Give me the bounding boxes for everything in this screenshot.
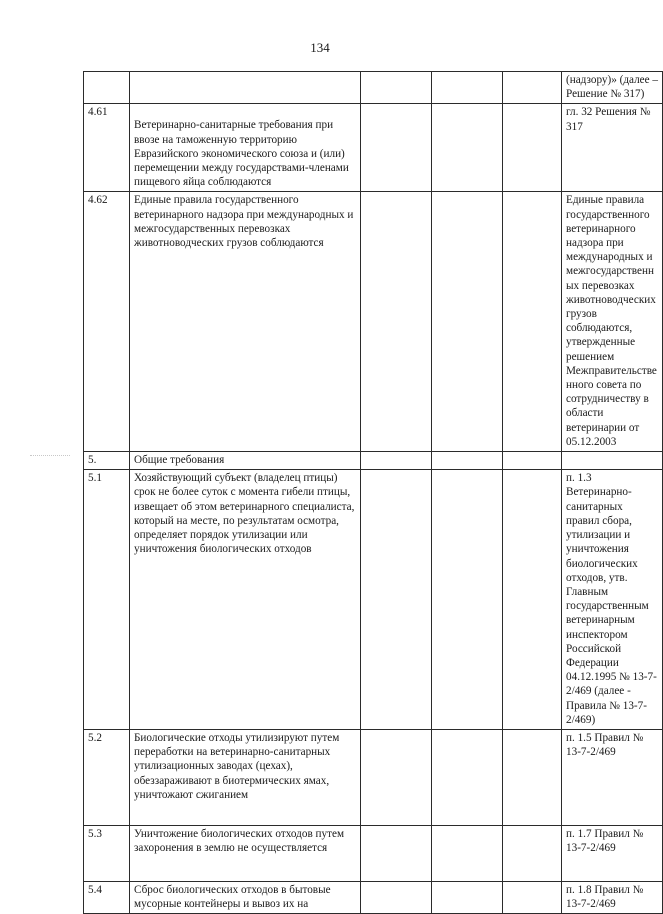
empty-cell xyxy=(361,192,432,452)
empty-cell xyxy=(503,104,562,192)
section-number: 5. xyxy=(84,452,130,470)
empty-cell xyxy=(361,825,432,881)
empty-cell xyxy=(432,881,503,913)
table-row xyxy=(84,104,663,192)
margin-artifact xyxy=(30,455,70,458)
requirement-text: Хозяйствующий субъект (владелец птицы) срок не более суток с момента гибели птицы, извещает об этом ветеринарного специалиста, который на месте, по результатам осмотра, определяет порядок утилизации или уничтожения биологических отходов xyxy=(130,470,361,730)
empty-cell xyxy=(432,72,503,104)
requirement-text: Единые правила государственного ветеринарного надзора при международных и межгосударственных перевозках животноводческих грузов соблюдаются xyxy=(130,192,361,452)
empty-cell xyxy=(503,192,562,452)
legal-reference: п. 1.5 Правил № 13-7-2/469 xyxy=(562,729,663,825)
empty-cell xyxy=(361,729,432,825)
table-row xyxy=(84,192,663,452)
empty-cell xyxy=(503,825,562,881)
legal-reference xyxy=(562,452,663,470)
row-number: 4.62 xyxy=(84,192,130,452)
table-row xyxy=(84,825,663,881)
empty-cell xyxy=(503,452,562,470)
empty-cell xyxy=(432,470,503,730)
empty-cell xyxy=(503,881,562,913)
row-number: 5.3 xyxy=(84,825,130,881)
empty-cell xyxy=(503,729,562,825)
empty-cell xyxy=(432,452,503,470)
empty-cell xyxy=(432,192,503,452)
table-row xyxy=(84,881,663,913)
row-number: 4.61 xyxy=(84,104,130,192)
requirements-table xyxy=(83,71,663,914)
legal-reference: гл. 32 Решения № 317 xyxy=(562,104,663,192)
requirement-text: Биологические отходы утилизируют путем переработки на ветеринарно-санитарных утилизационных заводах (цехах), обеззараживают в биотермических ямах, уничтожают сжиганием xyxy=(130,729,361,825)
requirement-text: Уничтожение биологических отходов путем захоронения в землю не осуществляется xyxy=(130,825,361,881)
table-row xyxy=(84,470,663,730)
row-number: 5.4 xyxy=(84,881,130,913)
table-row xyxy=(84,72,663,104)
empty-cell xyxy=(432,825,503,881)
legal-reference: п. 1.8 Правил № 13-7-2/469 xyxy=(562,881,663,913)
legal-reference: Единые правила государственного ветеринарного надзора при международных и межгосударственных перевозках животноводческих грузов соблюдаются, утвержденные решением Межправительственного совета по сотрудничеству в области ветеринарии от 05.12.2003 xyxy=(562,192,663,452)
empty-cell xyxy=(361,452,432,470)
empty-cell xyxy=(361,72,432,104)
table-row xyxy=(84,452,663,470)
requirements-table-body xyxy=(84,72,663,914)
legal-reference: п. 1.3 Ветеринарно-санитарных правил сбора, утилизации и уничтожения биологических отходов, утв. Главным государственным ветеринарным инспектором Российской Федерации 04.12.1995 № 13-7-2/469 (далее - Правила № 13-7-2/469) xyxy=(562,470,663,730)
row-number: 5.2 xyxy=(84,729,130,825)
table-row xyxy=(84,729,663,825)
row-number: 5.1 xyxy=(84,470,130,730)
empty-cell xyxy=(361,470,432,730)
empty-cell xyxy=(432,729,503,825)
empty-cell xyxy=(503,72,562,104)
empty-cell xyxy=(503,470,562,730)
empty-cell xyxy=(361,881,432,913)
row-number xyxy=(84,72,130,104)
requirement-text: Ветеринарно-санитарные требования при ввозе на таможенную территорию Евразийского экономического союза и (или) перемещении между государствами-членами пищевого яйца соблюдаются xyxy=(130,104,361,192)
legal-reference: п. 1.7 Правил № 13-7-2/469 xyxy=(562,825,663,881)
page-number: 134 xyxy=(310,40,330,55)
empty-cell xyxy=(432,104,503,192)
requirement-text xyxy=(130,72,361,104)
section-title: Общие требования xyxy=(130,452,361,470)
empty-cell xyxy=(361,104,432,192)
legal-reference: (надзору)» (далее – Решение № 317) xyxy=(562,72,663,104)
requirement-text: Сброс биологических отходов в бытовые мусорные контейнеры и вывоз их на xyxy=(130,881,361,913)
